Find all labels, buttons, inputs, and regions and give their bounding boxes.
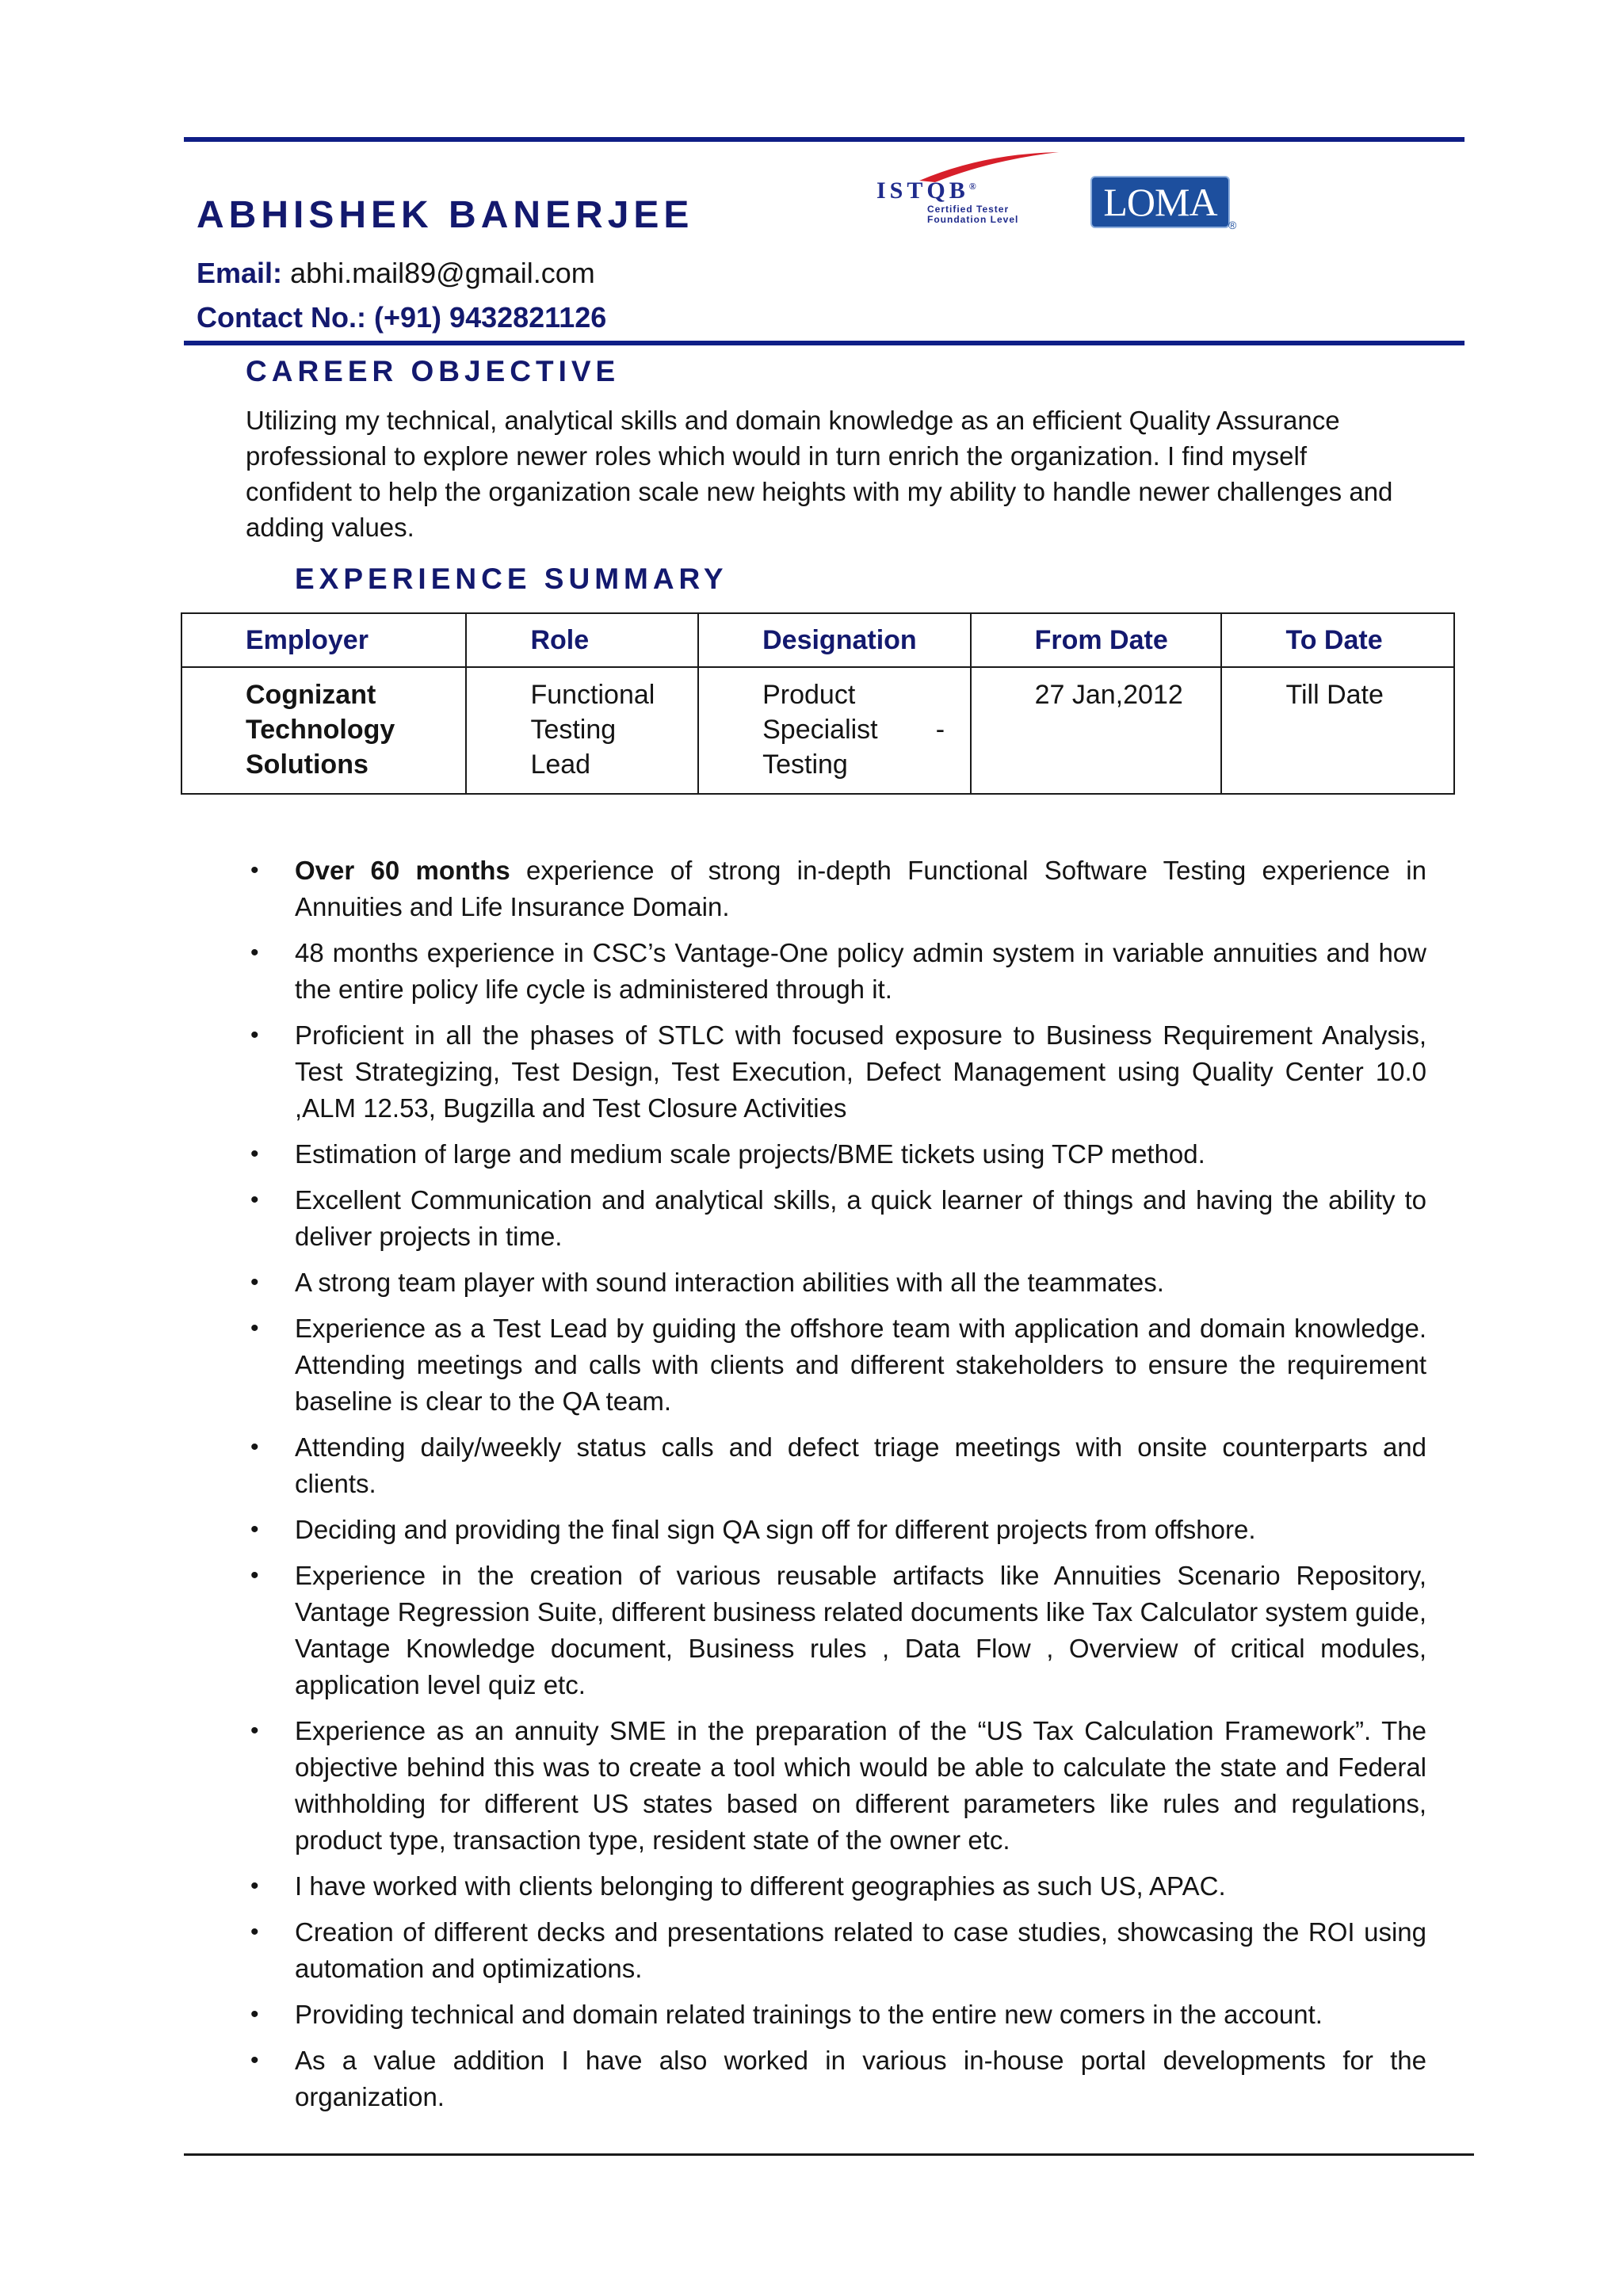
list-item: • Providing technical and domain related trainings to the entire new comers in the account. [295,1997,1426,2033]
loma-wordmark: LOMA [1103,180,1217,224]
list-item: • Experience as an annuity SME in the preparation of the “US Tax Calculation Framework”. The objective behind this was to create a tool which would be able to calculate the state and Federal withholding for different US states based on different parameters like rules and regulations, product type, transaction type, resident state of the owner etc. [295,1713,1426,1859]
loma-registered-mark: ® [1228,219,1237,231]
career-objective-heading: CAREER OBJECTIVE [246,355,621,387]
list-item: • Experience in the creation of various reusable artifacts like Annuities Scenario Repository, Vantage Regression Suite, different business related documents like Tax Calculator system guide, Vantage Knowledge document, Business rules , Data Flow , Overview of critical modules, application level quiz etc. [295,1558,1426,1703]
contact-value: (+91) 9432821126 [374,301,607,334]
column-header-designation: Designation [698,613,970,667]
cell-from-date: 27 Jan,2012 [971,667,1222,794]
istqb-subtitle: Certified Tester Foundation Level [927,204,1019,225]
experience-table [181,612,1455,795]
list-item: • Over 60 months experience of strong in-depth Functional Software Testing experience in Annuities and Life Insurance Domain. [295,852,1426,925]
table-header-row [181,613,1454,667]
column-header-role: Role [466,613,698,667]
list-item: • Creation of different decks and presentations related to case studies, showcasing the ROI using automation and optimizations. [295,1914,1426,1987]
loma-logo [1090,176,1230,228]
email-value: abhi.mail89@gmail.com [290,257,595,289]
column-header-to-date: To Date [1221,613,1454,667]
experience-bullet-list [295,852,1426,2125]
cell-designation: Product Specialist - Testing [698,667,970,794]
list-item: • Excellent Communication and analytical skills, a quick learner of things and having the ability to deliver projects in time. [295,1182,1426,1255]
list-item: • Estimation of large and medium scale projects/BME tickets using TCP method. [295,1136,1426,1173]
column-header-employer: Employer [181,613,466,667]
istqb-logo [872,149,1062,236]
cell-to-date: Till Date [1221,667,1454,794]
list-item: • A strong team player with sound interaction abilities with all the teammates. [295,1264,1426,1301]
list-item: • I have worked with clients belonging to different geographies as such US, APAC. [295,1868,1426,1905]
list-item: • Experience as a Test Lead by guiding the offshore team with application and domain knowledge. Attending meetings and calls with clients and different stakeholders to ensure the requirement baseline is clear to the QA team. [295,1310,1426,1420]
contact-label: Contact No.: [197,301,366,334]
istqb-wordmark: ISTQB® [876,177,976,204]
list-item: • Proficient in all the phases of STLC with focused exposure to Business Requirement Analysis, Test Strategizing, Test Design, Test Execution, Defect Management using Quality Center 10.0 ,ALM 12.53, Bugzilla and Test Closure Activities [295,1017,1426,1127]
list-item: • Attending daily/weekly status calls and defect triage meetings with onsite counterparts and clients. [295,1429,1426,1502]
list-item: • As a value addition I have also worked in various in-house portal developments for the organization. [295,2042,1426,2115]
header-top-rule [184,137,1465,142]
career-objective-text: Utilizing my technical, analytical skills and domain knowledge as an efficient Quality Assurance professional to explore newer roles which would in turn enrich the organization. I find myself confident to help the organization scale new heights with my ability to handle newer challenges and adding values. [246,406,1393,542]
contact-line [197,301,606,334]
column-header-from-date: From Date [971,613,1222,667]
footer-rule [184,2153,1474,2156]
list-item: • Deciding and providing the final sign QA sign off for different projects from offshore. [295,1512,1426,1548]
bullet-emphasis: Over 60 months [295,856,510,885]
list-item: • 48 months experience in CSC’s Vantage-One policy admin system in variable annuities and how the entire policy life cycle is administered through it. [295,935,1426,1008]
email-label: Email: [197,257,283,289]
table-row [181,667,1454,794]
cell-role: Functional Testing Lead [466,667,698,794]
email-line [197,257,595,290]
header-bottom-rule [184,341,1465,345]
candidate-name: ABHISHEK BANERJEE [197,194,694,236]
cell-employer: Cognizant Technology Solutions [181,667,466,794]
experience-summary-heading: EXPERIENCE SUMMARY [295,563,728,595]
